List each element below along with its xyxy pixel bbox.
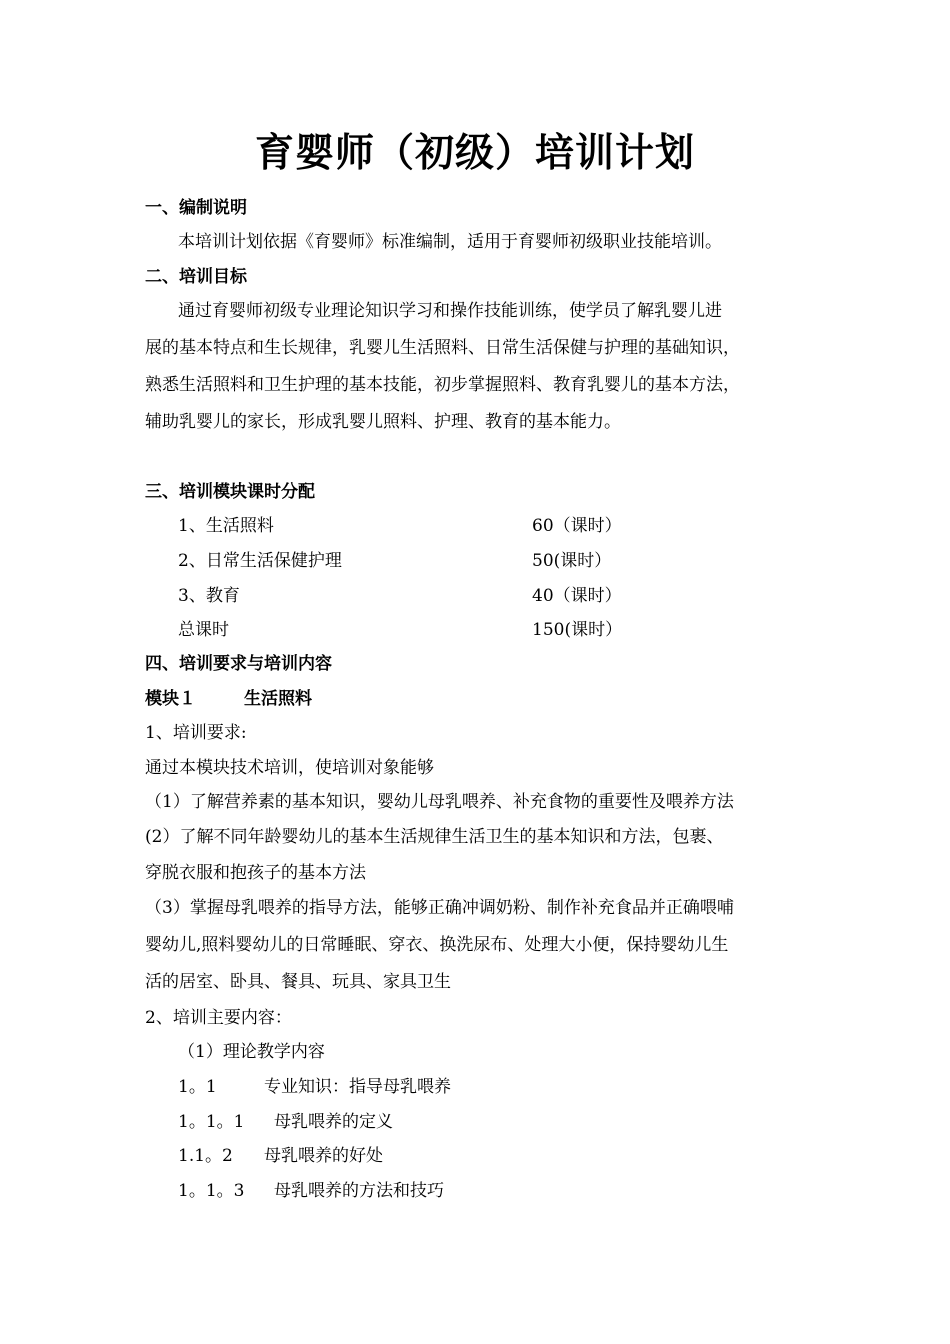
page-title: 育婴师（初级）培训计划 <box>254 131 695 176</box>
module-hours-name: 2、日常生活保健护理 <box>178 551 342 571</box>
section-heading-4: 四、培训要求与培训内容 <box>145 654 332 674</box>
section2-line: 通过育婴师初级专业理论知识学习和操作技能训练，使学员了解乳婴儿进 <box>178 301 722 321</box>
content-subheading: （1）理论教学内容 <box>178 1042 325 1062</box>
section2-line: 辅助乳婴儿的家长，形成乳婴儿照料、护理、教育的基本能力。 <box>145 412 621 432</box>
module-hours-name: 3、教育 <box>178 586 240 606</box>
section2-line: 熟悉生活照料和卫生护理的基本技能，初步掌握照料、教育乳婴儿的基本方法， <box>145 375 740 395</box>
content-item-number: 1。1。3 <box>178 1181 245 1201</box>
section-heading-2: 二、培训目标 <box>145 267 247 287</box>
requirement-heading: 1、培训要求: <box>145 723 247 743</box>
content-item-text: 母乳喂养的方法和技巧 <box>274 1181 444 1201</box>
requirement-line: （3）掌握母乳喂养的指导方法，能够正确冲调奶粉、制作补充食品并正确喂哺 <box>145 898 734 918</box>
section2-line: 展的基本特点和生长规律，乳婴儿生活照料、日常生活保健与护理的基础知识， <box>145 338 740 358</box>
module-label: 模块１ <box>145 689 196 709</box>
content-item-number: 1.1。2 <box>178 1146 233 1166</box>
module-hours-value: 60（课时） <box>532 516 622 536</box>
requirement-line: (2）了解不同年龄婴幼儿的基本生活规律生活卫生的基本知识和方法，包裹、 <box>145 827 724 847</box>
requirement-line: （1）了解营养素的基本知识，婴幼儿母乳喂养、补充食物的重要性及喂养方法 <box>145 792 734 812</box>
content-item-text: 母乳喂养的好处 <box>264 1146 383 1166</box>
section-heading-3: 三、培训模块课时分配 <box>145 482 315 502</box>
content-heading: 2、培训主要内容： <box>145 1008 292 1028</box>
module-hours-name: 1、生活照料 <box>178 516 274 536</box>
module-hours-value: 50(课时） <box>532 551 612 571</box>
section-heading-1: 一、编制说明 <box>145 198 247 218</box>
requirement-line: 活的居室、卧具、餐具、玩具、家具卫生 <box>145 972 451 992</box>
content-item-text: 母乳喂养的定义 <box>274 1112 393 1132</box>
section1-text: 本培训计划依据《育婴师》标准编制，适用于育婴师初级职业技能培训。 <box>178 232 722 252</box>
requirement-intro: 通过本模块技术培训，使培训对象能够 <box>145 758 434 778</box>
requirement-line: 婴幼儿,照料婴幼儿的日常睡眠、穿衣、换洗尿布、处理大小便，保持婴幼儿生 <box>145 935 729 955</box>
module-hours-value: 150(课时） <box>532 620 623 640</box>
requirement-line: 穿脱衣服和抱孩子的基本方法 <box>145 863 366 883</box>
module-name: 生活照料 <box>244 689 312 709</box>
content-item-number: 1。1 <box>178 1077 217 1097</box>
content-item-text: 专业知识：指导母乳喂养 <box>264 1077 451 1097</box>
content-item-number: 1。1。1 <box>178 1112 245 1132</box>
module-hours-name: 总课时 <box>178 620 229 640</box>
module-hours-value: 40（课时） <box>532 586 622 606</box>
